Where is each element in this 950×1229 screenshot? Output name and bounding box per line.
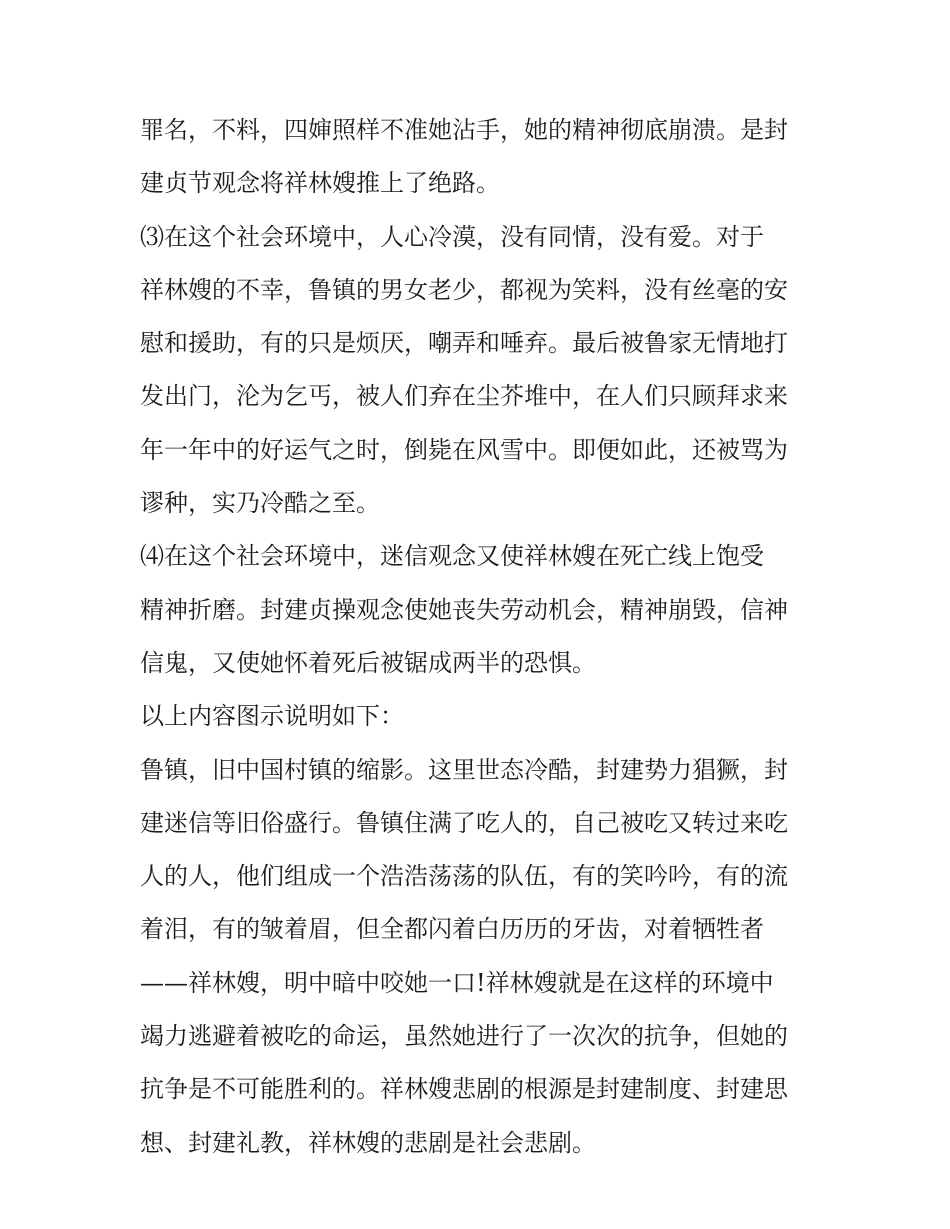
text-line: 年一年中的好运气之时，倒毙在风雪中。即便如此，还被骂为 [140, 435, 788, 464]
text-line: 人的人，他们组成一个浩浩荡荡的队伍，有的笑吟吟，有的流 [140, 862, 788, 891]
text-line: 着泪，有的皱着眉，但全都闪着白历历的牙齿，对着牺牲者 [140, 915, 764, 944]
text-line: 慰和援助，有的只是烦厌，嘲弄和唾弃。最后被鲁家无情地打 [140, 329, 788, 358]
text-line: ⑷在这个社会环境中，迷信观念又使祥林嫂在死亡线上饱受 [140, 542, 764, 571]
text-line: ⑶在这个社会环境中，人心冷漠，没有同情，没有爱。对于 [140, 222, 764, 251]
text-line: 竭力逃避着被吃的命运，虽然她进行了一次次的抗争，但她的 [140, 1022, 788, 1051]
text-line: 发出门，沦为乞丐，被人们弃在尘芥堆中，在人们只顾拜求来 [140, 382, 788, 411]
text-line: 以上内容图示说明如下： [140, 702, 404, 731]
text-line: 罪名，不料，四婶照样不准她沾手，她的精神彻底崩溃。是封 [140, 116, 788, 144]
text-line: 谬种，实乃冷酷之至。 [140, 489, 380, 518]
text-line: 建迷信等旧俗盛行。鲁镇住满了吃人的，自己被吃又转过来吃 [140, 808, 788, 837]
text-line: 建贞节观念将祥林嫂推上了绝路。 [140, 169, 500, 198]
text-line: ——祥林嫂，明中暗中咬她一口!祥林嫂就是在这样的环境中 [140, 968, 774, 997]
text-line: 想、封建礼教，祥林嫂的悲剧是社会悲剧。 [140, 1128, 596, 1157]
text-line: 信鬼，又使她怀着死后被锯成两半的恐惧。 [140, 648, 596, 677]
text-line: 抗争是不可能胜利的。祥林嫂悲剧的根源是封建制度、封建思 [140, 1075, 788, 1104]
text-line: 祥林嫂的不幸，鲁镇的男女老少，都视为笑料，没有丝毫的安 [140, 275, 788, 304]
document-page [140, 104, 820, 1170]
text-line: 精神折磨。封建贞操观念使她丧失劳动机会，精神崩毁，信神 [140, 595, 788, 624]
text-line: 鲁镇，旧中国村镇的缩影。这里世态冷酷，封建势力猖獗，封 [140, 755, 788, 784]
